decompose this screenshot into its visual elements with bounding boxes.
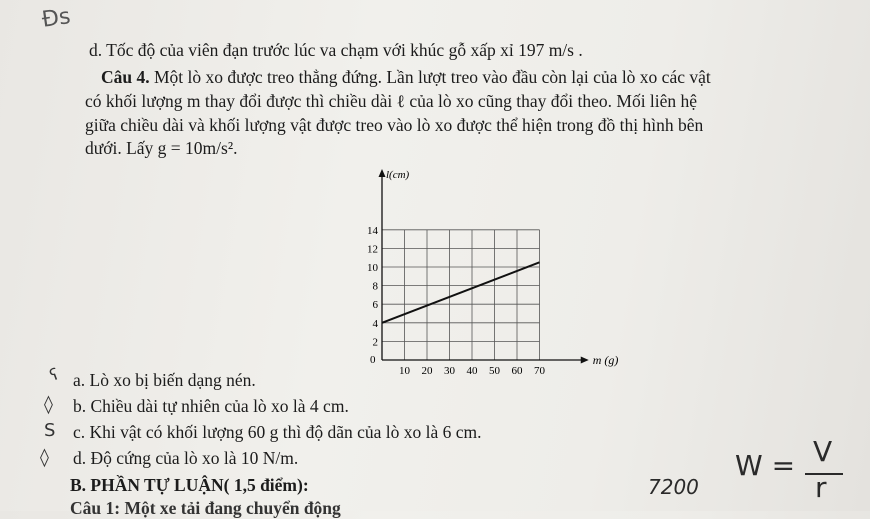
question-1-partial: Câu 1: Một xe tải đang chuyển động xyxy=(70,498,341,518)
question-4-line-4: dưới. Lấy g = 10m/s². xyxy=(85,138,238,158)
option-d: d. Độ cứng của lò xo là 10 N/m. xyxy=(73,448,299,468)
y-tick-label-8: 8 xyxy=(372,280,378,293)
y-tick-label-10: 10 xyxy=(367,262,378,274)
option-c: c. Khi vật có khối lượng 60 g thì độ dãn của lò xo là 6 cm. xyxy=(73,422,482,442)
option-b: b. Chiều dài tự nhiên của lò xo là 4 cm. xyxy=(73,396,349,416)
x-axis-arrow xyxy=(581,357,589,364)
answer-mark-c: S xyxy=(44,420,56,441)
x-tick-label-10: 10 xyxy=(399,365,410,377)
origin-label: 0 xyxy=(370,354,376,366)
question-4-line-3: giữa chiều dài và khối lượng vật được treo vào lò xo được thể hiện trong đồ thị hình bên xyxy=(85,115,704,135)
x-tick-label-30: 30 xyxy=(444,365,455,377)
x-axis-label: m (g) xyxy=(592,353,619,367)
question-4-line-2: có khối lượng m thay đổi được thì chiều dài ℓ của lò xo cũng thay đổi theo. Mối liên hệ xyxy=(85,91,698,111)
graph-ticks xyxy=(367,225,546,377)
y-axis-arrow xyxy=(379,169,386,177)
x-tick-label-70: 70 xyxy=(534,365,545,377)
y-tick-label-2: 2 xyxy=(372,336,378,349)
formula-left: W = xyxy=(735,449,796,482)
length-mass-graph xyxy=(340,165,620,380)
graph-axes xyxy=(379,169,589,364)
y-tick-label-14: 14 xyxy=(367,224,378,237)
handwritten-number: 7200 xyxy=(648,475,699,499)
x-tick-label-50: 50 xyxy=(489,365,500,377)
y-tick-label-12: 12 xyxy=(367,243,378,256)
formula-numerator: V xyxy=(813,435,833,468)
y-axis-label: l(cm) xyxy=(386,169,410,181)
graph-grid xyxy=(382,230,540,360)
question-4-label: Câu 4. xyxy=(101,67,150,87)
y-tick-label-4: 4 xyxy=(372,317,378,330)
answer-mark-a: ʕ xyxy=(46,364,62,385)
graph-series xyxy=(382,262,540,322)
option-a: a. Lò xo bị biến dạng nén. xyxy=(73,370,256,390)
question-4-line-1 xyxy=(101,67,711,88)
y-tick-label-6: 6 xyxy=(372,299,378,312)
part-d-statement: d. Tốc độ của viên đạn trước lúc va chạm với khúc gỗ xấp xỉ 197 m/s . xyxy=(89,40,583,60)
formula-denominator: r xyxy=(815,471,827,504)
section-b-heading: B. PHẦN TỰ LUẬN( 1,5 điểm): xyxy=(70,475,309,495)
answer-mark-b: ◊ xyxy=(44,394,53,415)
x-tick-label-40: 40 xyxy=(466,365,478,377)
x-tick-label-20: 20 xyxy=(421,365,433,377)
answer-mark-d: ◊ xyxy=(40,447,49,468)
x-tick-label-60: 60 xyxy=(511,365,523,377)
question-4-text: Một lò xo được treo thẳng đứng. Lần lượt treo vào đầu còn lại của lò xo các vật xyxy=(154,67,711,87)
corner-note: Đs xyxy=(40,4,73,33)
series-line-0 xyxy=(382,262,540,322)
